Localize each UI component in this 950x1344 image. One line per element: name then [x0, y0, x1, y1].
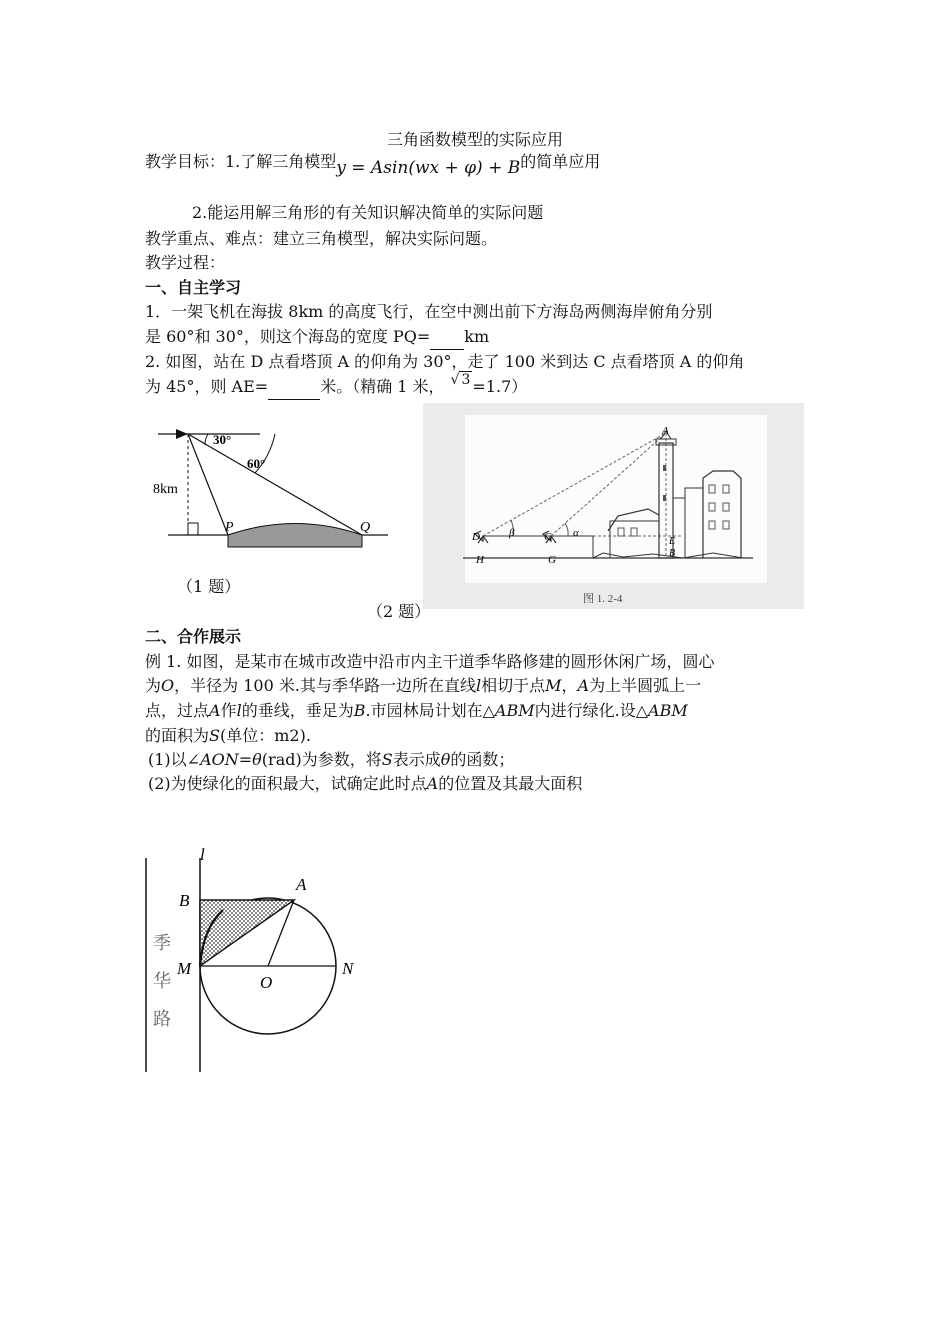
- process-label: 教学过程：: [145, 253, 226, 272]
- q2-answer-blank[interactable]: [268, 375, 320, 400]
- key-points: 教学重点、难点：建立三角模型，解决实际问题。: [145, 229, 498, 248]
- figure-1-caption: （1 题）: [177, 577, 241, 596]
- objective-prefix: 教学目标：1.了解三角模型: [145, 152, 337, 171]
- section2-heading: 二、合作展示: [145, 627, 242, 646]
- label-c: C: [544, 531, 552, 543]
- label-g: G: [548, 554, 556, 566]
- height-label: 8km: [153, 482, 178, 497]
- point-m-label: M: [177, 959, 192, 978]
- q2-text: 为 45°，则 AE=: [145, 377, 269, 396]
- point-b-label: B: [179, 891, 190, 910]
- q1-unit: km: [464, 327, 490, 346]
- angle-60-label: 60°: [247, 456, 266, 471]
- label-e: E: [669, 536, 676, 547]
- sqrt-value: =1.7）: [472, 377, 528, 396]
- point-n-label: N: [342, 959, 354, 978]
- road-char-3: 路: [153, 1009, 171, 1029]
- label-a: A: [662, 425, 669, 437]
- objective-suffix: 的简单应用: [520, 152, 601, 171]
- point-o-label: O: [260, 973, 273, 992]
- example-line-1: 例 1. 如图，是某市在城市改造中沿市内主干道季华路修建的圆形休闲广场，圆心: [145, 652, 715, 671]
- q1-text: 是 60°和 30°，则这个海岛的宽度 PQ=: [145, 327, 431, 346]
- model-formula: y = Asin(wx + φ) + B: [336, 158, 521, 178]
- q2-text-2: 米。（精确 1 米，: [320, 377, 445, 396]
- objective-line-2: 2.能运用解三角形的有关知识解决简单的实际问题: [192, 203, 544, 222]
- objective-line-1: [145, 150, 601, 178]
- label-beta: β: [509, 527, 515, 539]
- point-q-label: Q: [360, 520, 371, 535]
- q1-answer-blank[interactable]: [430, 325, 464, 350]
- q2-line-2: [145, 372, 528, 400]
- q1-line-2: [145, 325, 489, 350]
- figure-2-caption: （2 题）: [367, 602, 431, 621]
- label-alpha: α: [573, 527, 579, 539]
- figure-3-circle-plaza: [135, 840, 375, 1080]
- example-line-2: 为O，半径为 100 米.其与季华路一边所在直线l相切于点M，A为上半圆弧上一: [145, 676, 702, 695]
- line-l-label: l: [200, 845, 205, 864]
- figure-2-tower-photo: [423, 403, 804, 609]
- road-char-2: 华: [153, 971, 171, 991]
- road-char-1: 季: [153, 933, 171, 953]
- part-2: (2)为使绿化的面积最大，试确定此时点A的位置及其最大面积: [148, 774, 583, 793]
- angle-30-label: 30°: [213, 432, 232, 447]
- figure-2-label: 图 1. 2-4: [583, 593, 623, 605]
- example-line-4: 的面积为S(单位：m2).: [145, 726, 311, 745]
- label-b: B: [669, 548, 676, 559]
- label-h: H: [476, 554, 484, 566]
- example-line-3: 点，过点A作l的垂线，垂足为B.市园林局计划在△ABM内进行绿化.设△ABM: [145, 701, 688, 720]
- part-1: (1)以∠AON=θ(rad)为参数，将S表示成θ的函数；: [148, 750, 515, 769]
- point-a-label: A: [296, 875, 307, 894]
- q1-line-1: 1．一架飞机在海拔 8km 的高度飞行，在空中测出前下方海岛两侧海岸俯角分别: [145, 302, 713, 321]
- figure-1-airplane-diagram: [150, 420, 400, 560]
- page-title: 三角函数模型的实际应用: [386, 130, 563, 149]
- section1-heading: 一、自主学习: [145, 278, 242, 297]
- q2-line-1: 2. 如图，站在 D 点看塔顶 A 的仰角为 30°，走了 100 米到达 C 点看塔顶 A 的仰角: [145, 352, 745, 371]
- sqrt-3: √ 3: [450, 372, 471, 388]
- point-p-label: P: [225, 520, 234, 535]
- label-d: D: [472, 531, 480, 543]
